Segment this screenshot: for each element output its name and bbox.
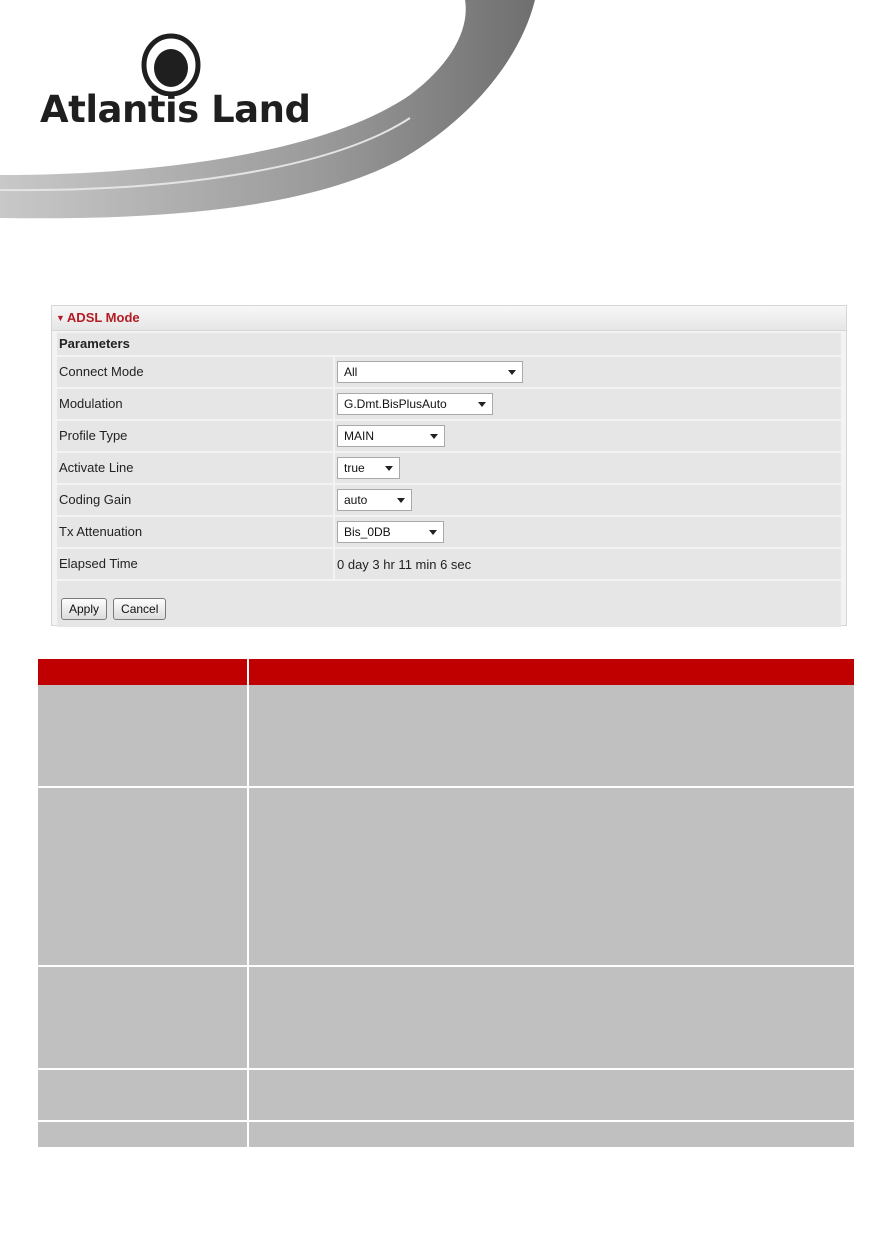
field-label: Modulation <box>57 389 333 419</box>
field-row-tx-attenuation <box>57 517 841 547</box>
table-cell <box>38 788 248 965</box>
coding-gain-select[interactable] <box>337 489 412 511</box>
select-value: G.Dmt.BisPlusAuto <box>344 397 447 411</box>
dropdown-arrow-icon <box>508 370 516 375</box>
section-title: Parameters <box>57 333 841 355</box>
table-cell <box>248 967 854 1068</box>
table-header-cell <box>38 659 248 685</box>
table-header-row <box>38 659 854 685</box>
field-row-connect-mode <box>57 357 841 387</box>
field-row-profile-type <box>57 421 841 451</box>
adsl-mode-panel <box>51 305 847 626</box>
table-cell <box>248 1070 854 1120</box>
profile-type-select[interactable] <box>337 425 445 447</box>
dropdown-arrow-icon <box>430 434 438 439</box>
activate-line-select[interactable] <box>337 457 400 479</box>
table-row <box>38 1070 854 1120</box>
field-label: Activate Line <box>57 453 333 483</box>
table-row <box>38 1122 854 1147</box>
table-cell <box>248 685 854 786</box>
table-cell <box>38 1122 248 1147</box>
brand-logo-icon <box>138 30 204 96</box>
panel-header[interactable] <box>52 306 846 331</box>
connect-mode-select[interactable] <box>337 361 523 383</box>
table-cell <box>248 788 854 965</box>
select-value: MAIN <box>344 429 374 443</box>
panel-title: ADSL Mode <box>66 310 140 325</box>
select-value: Bis_0DB <box>344 525 391 539</box>
table-header-cell <box>248 659 854 685</box>
elapsed-time-value: 0 day 3 hr 11 min 6 sec <box>335 549 841 579</box>
field-row-elapsed-time <box>57 549 841 579</box>
table-cell <box>248 1122 854 1147</box>
dropdown-arrow-icon <box>429 530 437 535</box>
table-cell <box>38 967 248 1068</box>
select-value: auto <box>344 493 368 507</box>
tx-attenuation-select[interactable] <box>337 521 444 543</box>
button-row <box>57 581 841 627</box>
select-value: true <box>344 461 365 475</box>
table-row <box>38 788 854 965</box>
table-row <box>38 685 854 786</box>
select-value: All <box>344 365 358 379</box>
field-label: Connect Mode <box>57 357 333 387</box>
cancel-button[interactable]: Cancel <box>113 598 166 620</box>
dropdown-arrow-icon <box>397 498 405 503</box>
table-cell <box>38 1070 248 1120</box>
field-row-activate-line <box>57 453 841 483</box>
apply-button[interactable]: Apply <box>61 598 107 620</box>
field-label: Tx Attenuation <box>57 517 333 547</box>
description-table <box>38 659 854 1147</box>
dropdown-arrow-icon <box>385 466 393 471</box>
field-label: Elapsed Time <box>57 549 333 579</box>
table-cell <box>38 685 248 786</box>
field-row-coding-gain <box>57 485 841 515</box>
field-label: Coding Gain <box>57 485 333 515</box>
collapse-triangle-icon[interactable]: ▼ <box>56 313 65 323</box>
table-row <box>38 967 854 1068</box>
brand-logo-text: Atlantis Land <box>40 88 311 131</box>
dropdown-arrow-icon <box>478 402 486 407</box>
modulation-select[interactable] <box>337 393 493 415</box>
field-row-modulation <box>57 389 841 419</box>
field-label: Profile Type <box>57 421 333 451</box>
